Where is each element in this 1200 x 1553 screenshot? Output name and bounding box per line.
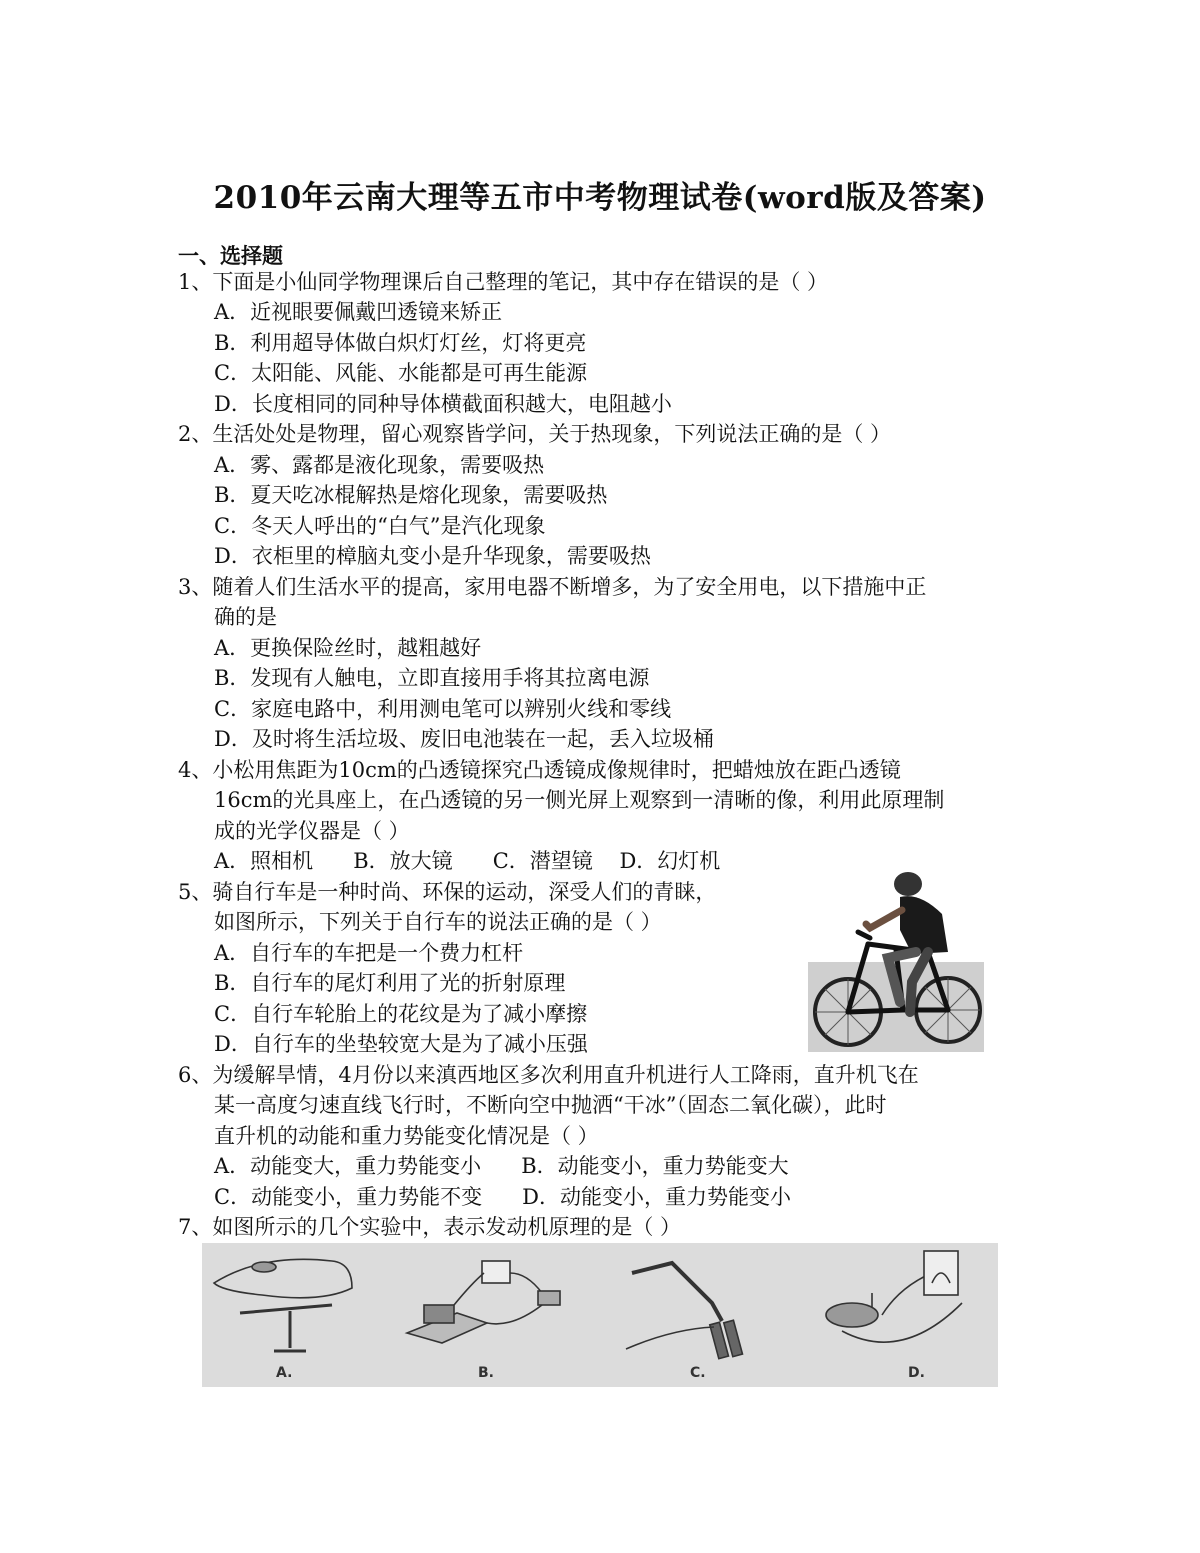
q3-option-b: B．发现有人触电，立即直接用手将其拉离电源 xyxy=(214,666,650,690)
q7-stem: 7、如图所示的几个实验中，表示发动机原理的是（ ） xyxy=(178,1215,682,1239)
q4-stem: 4、小松用焦距为10cm的凸透镜探究凸透镜成像规律时，把蜡烛放在距凸透镜 xyxy=(178,758,901,782)
q4-stem-cont-1: 16cm的光具座上，在凸透镜的另一侧光屏上观察到一清晰的像，利用此原理制 xyxy=(214,788,945,812)
q4-options: A．照相机 B．放大镜 C．潜望镜 D．幻灯机 xyxy=(214,849,721,873)
q2-option-c: C．冬天人呼出的“白气”是汽化现象 xyxy=(214,514,546,538)
q1-option-c: C．太阳能、风能、水能都是可再生能源 xyxy=(214,361,588,385)
q3-stem-cont: 确的是 xyxy=(214,605,277,629)
figure-label-b: B. xyxy=(478,1365,494,1381)
q4-stem-cont-2: 成的光学仪器是（ ） xyxy=(214,819,410,843)
q3-option-a: A．更换保险丝时，越粗越好 xyxy=(214,636,482,660)
q6-stem-cont-2: 直升机的动能和重力势能变化情况是（ ） xyxy=(214,1124,599,1148)
q6-stem-cont-1: 某一高度匀速直线飞行时，不断向空中抛洒“干冰”（固态二氧化碳），此时 xyxy=(214,1093,887,1117)
q3-option-d: D．及时将生活垃圾、废旧电池装在一起，丢入垃圾桶 xyxy=(214,727,714,751)
q5-option-d: D．自行车的坐垫较宽大是为了减小压强 xyxy=(214,1032,588,1056)
figure-label-c: C. xyxy=(690,1365,706,1381)
q5-stem-cont: 如图所示，下列关于自行车的说法正确的是（ ） xyxy=(214,910,662,934)
section-heading: 一、选择题 xyxy=(178,243,283,268)
q2-stem: 2、生活处处是物理，留心观察皆学问，关于热现象，下列说法正确的是（ ） xyxy=(178,422,892,446)
q1-option-b: B．利用超导体做白炽灯灯丝，灯将更亮 xyxy=(214,331,587,355)
q1-stem: 1、下面是小仙同学物理课后自己整理的笔记，其中存在错误的是（ ） xyxy=(178,270,829,294)
q6-options-cd: C．动能变小，重力势能不变 D．动能变小，重力势能变小 xyxy=(214,1185,791,1209)
q5-option-a: A．自行车的车把是一个费力杠杆 xyxy=(214,941,524,965)
q3-option-c: C．家庭电路中，利用测电笔可以辨别火线和零线 xyxy=(214,697,672,721)
exam-title: 2010年云南大理等五市中考物理试卷(word版及答案) xyxy=(213,180,987,216)
q5-stem: 5、骑自行车是一种时尚、环保的运动，深受人们的青睐， xyxy=(178,880,717,904)
q6-stem: 6、为缓解旱情，4月份以来滇西地区多次利用直升机进行人工降雨，直升机飞在 xyxy=(178,1063,919,1087)
q6-options-ab: A．动能变大，重力势能变小 B．动能变小，重力势能变大 xyxy=(214,1154,789,1178)
q3-stem: 3、随着人们生活水平的提高，家用电器不断增多，为了安全用电，以下措施中正 xyxy=(178,575,927,599)
q1-option-a: A．近视眼要佩戴凹透镜来矫正 xyxy=(214,300,503,324)
q2-option-d: D．衣柜里的樟脑丸变小是升华现象，需要吸热 xyxy=(214,544,651,568)
cyclist-image xyxy=(808,862,984,1052)
q5-option-c: C．自行车轮胎上的花纹是为了减小摩擦 xyxy=(214,1002,588,1026)
figure-label-d: D. xyxy=(908,1365,925,1381)
q7-experiments-figure xyxy=(202,1243,998,1387)
q2-option-b: B．夏天吃冰棍解热是熔化现象，需要吸热 xyxy=(214,483,608,507)
q1-option-d: D．长度相同的同种导体横截面积越大，电阻越小 xyxy=(214,392,672,416)
q2-option-a: A．雾、露都是液化现象，需要吸热 xyxy=(214,453,545,477)
q5-option-b: B．自行车的尾灯利用了光的折射原理 xyxy=(214,971,566,995)
figure-label-a: A. xyxy=(276,1365,293,1381)
